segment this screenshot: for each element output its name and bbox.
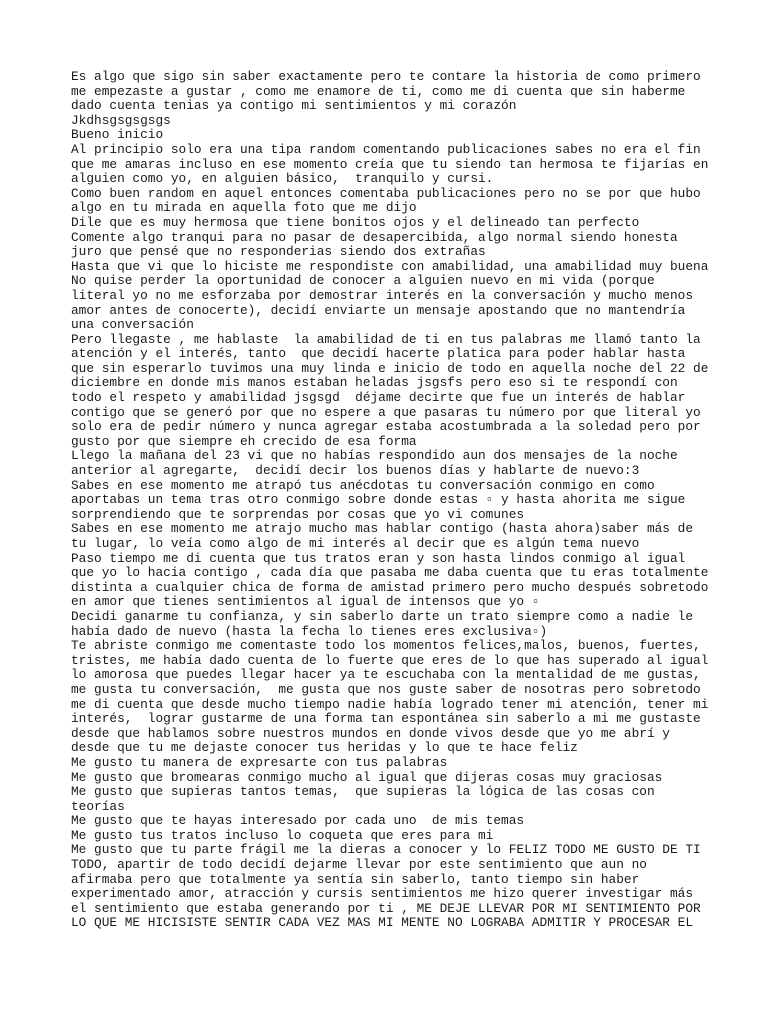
text-line: todo el respeto y amabilidad jsgsgd déjame decirte que fue un interés de hablar [71, 391, 686, 406]
text-line: Al principio solo era una tipa random comentando publicaciones sabes no era el fin [71, 142, 701, 157]
text-line: tristes, me había dado cuenta de lo fuerte que eres de lo que has superado al igual [71, 653, 709, 668]
text-line: interés, lograr gustarme de una forma tan espontánea sin saberlo a mi me gustaste [71, 712, 701, 727]
text-line: me di cuenta que desde mucho tiempo nadie había logrado tener mi atención, tener mi [71, 697, 709, 712]
text-line: anterior al agregarte, decidí decir los buenos días y hablarte de nuevo:3 [71, 464, 640, 479]
text-line: me gusta tu conversación, me gusta que nos guste saber de nosotras pero sobretodo [71, 682, 701, 697]
text-line: alguien como yo, en alguien básico, tranquilo y cursi. [71, 172, 494, 187]
text-line: tu lugar, lo veía como algo de mi interés al decir que es algún tema nuevo [71, 537, 640, 551]
text-line: No quise perder la oportunidad de conocer a alguien nuevo en mi vida (porque [71, 274, 655, 289]
text-line: que sin esperarlo tuvimos una muy linda e inicio de todo en aquella noche del 22 de [71, 361, 709, 376]
text-line: Comente algo tranqui para no pasar de desapercibida, algo normal siendo honesta [71, 230, 678, 245]
text-line: Hasta que vi que lo hiciste me respondiste con amabilidad, una amabilidad muy buena [71, 259, 709, 274]
text-line: Bueno inicio [71, 128, 164, 143]
text-line: gusto por que siempre eh crecido de esa forma [71, 434, 417, 449]
text-line: me empezaste a gustar , como me enamore de ti, como me di cuenta que sin haberme [71, 84, 686, 99]
text-line: desde que tu me dejaste conocer tus heridas y lo que te hace feliz [71, 741, 578, 756]
text-line: TODO, apartir de todo decidí dejarme llevar por este sentimiento que aun no [71, 858, 647, 873]
text-line: Sabes en ese momento me atrajo mucho mas hablar contigo (hasta ahora)saber más de [71, 522, 694, 537]
text-line: atención y el interés, tanto que decidí hacerte platica para poder hablar hasta [71, 347, 686, 362]
text-line: Dile que es muy hermosa que tiene bonitos ojos y el delineado tan perfecto [71, 215, 640, 230]
text-line: distinta a cualquier chica de forma de amistad primero pero mucho después sobretodo [71, 580, 709, 595]
text-line: solo era de pedir número y nunca agregar estaba acostumbrada a la soledad pero por [71, 420, 701, 435]
text-line: Jkdhsgsgsgsgs [71, 113, 171, 128]
text-line: Pero llegaste , me hablaste la amabilidad de ti en tus palabras me llamó tanto la [71, 332, 701, 347]
text-line: sorprendiendo que te sorprendas por cosas que yo vi comunes [71, 507, 525, 522]
text-line: Me gusto que te hayas interesado por cada uno de mis temas [71, 814, 525, 829]
text-line: una conversación [71, 318, 194, 333]
text-line: Decidi ganarme tu confianza, y sin saberlo darte un trato siempre como a nadie le [71, 609, 694, 624]
text-line: diciembre en donde mis manos estaban heladas jsgsfs pero eso si te respondí con [71, 376, 678, 391]
text-line: en amor que tienes sentimientos al igual de intensos que yo ▫ [71, 595, 540, 610]
text-line: desde que hablamos sobre nuestros mundos en donde vivos desde que yo me abrí y [71, 726, 670, 741]
text-line: contigo que se generó por que no espere a que pasaras tu número por que literal yo [71, 405, 701, 420]
text-line: que me amaras incluso en ese momento creía que tu siendo tan hermosa te fijarías en [71, 157, 709, 172]
text-line: Es algo que sigo sin saber exactamente pero te contare la historia de como primero [71, 70, 701, 84]
text-line: lo amorosa que puedes llegar hacer ya te escuchaba con la mentalidad de me gustas, [71, 668, 701, 683]
text-line: Paso tiempo me di cuenta que tus tratos eran y son hasta lindos conmigo al igual [71, 551, 686, 566]
text-line: Me gusto tu manera de expresarte con tus palabras [71, 755, 448, 770]
text-line: experimentado amor, atracción y cursis sentimientos me hizo querer investigar más [71, 887, 694, 902]
text-line: había dado de nuevo (hasta la fecha lo tienes eres exclusiva▫) [71, 624, 548, 639]
text-line: Sabes en ese momento me atrapó tus anécdotas tu conversación conmigo en como [71, 478, 655, 493]
text-line: dado cuenta tenias ya contigo mi sentimientos y mi corazón [71, 99, 517, 114]
text-line: teorías [71, 799, 125, 814]
text-line: el sentimiento que estaba generando por ti , ME DEJE LLEVAR POR MI SENTIMIENTO POR [71, 901, 701, 916]
text-line: literal yo no me esforzaba por demostrar interés en la conversación y mucho menos [71, 288, 694, 303]
text-line: Te abriste conmigo me comentaste todo los momentos felices,malos, buenos, fuertes, [71, 639, 701, 654]
text-line: aportabas un tema tras otro conmigo sobre donde estas ▫ y hasta ahorita me sigue [71, 493, 686, 508]
text-line: Llego la mañana del 23 vi que no habías respondido aun dos mensajes de la noche [71, 449, 678, 464]
text-line: amor antes de conocerte), decidí enviarte un mensaje apostando que no mantendría [71, 303, 686, 318]
text-line: algo en tu mirada en aquella foto que me dijo [71, 201, 417, 216]
text-line: juro que pensé que no responderias siendo dos extrañas [71, 245, 486, 260]
text-line: Como buen random en aquel entonces comentaba publicaciones pero no se por que hubo [71, 186, 701, 201]
text-line: Me gusto que tu parte frágil me la dieras a conocer y lo FELIZ TODO ME GUSTO DE TI [71, 843, 701, 858]
text-line: que yo lo hacia contigo , cada día que pasaba me daba cuenta que tu eras totalmente [71, 566, 709, 581]
document-page [71, 70, 761, 931]
text-line: LO QUE ME HICISISTE SENTIR CADA VEZ MAS MI MENTE NO LOGRABA ADMITIR Y PROCESAR EL [71, 916, 694, 931]
text-line: afirmaba pero que totalmente ya sentía sin saberlo, tanto tiempo sin haber [71, 872, 640, 887]
text-line: Me gusto tus tratos incluso lo coqueta que eres para mi [71, 828, 494, 843]
text-line: Me gusto que supieras tantos temas, que supieras la lógica de las cosas con [71, 785, 655, 800]
text-line: Me gusto que bromearas conmigo mucho al igual que dijeras cosas muy graciosas [71, 770, 663, 785]
